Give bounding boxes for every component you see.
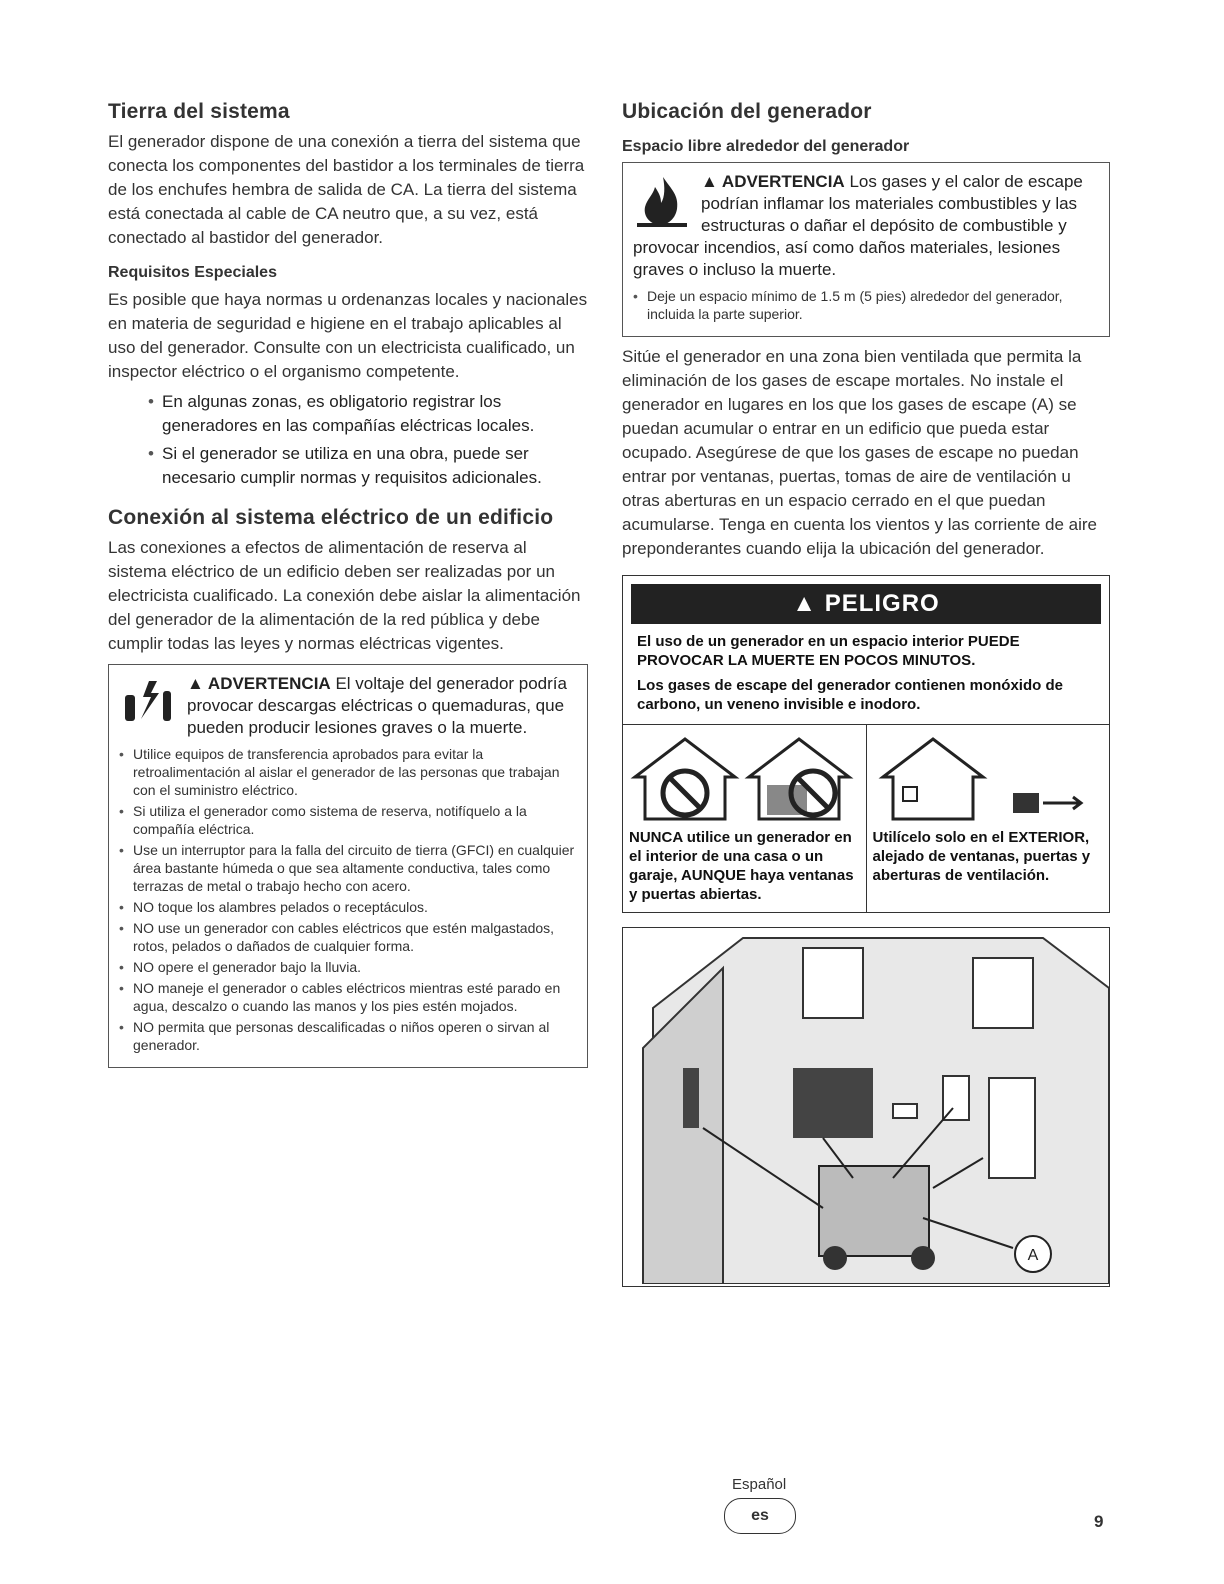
footer-language: Español [732, 1476, 787, 1493]
house-generator-illustration [622, 927, 1110, 1287]
paragraph-tierra: El generador dispone de una conexión a tierra del sistema que conecta los componentes del bastidor a los terminales de tierra de los enchufes hembra de salida de CA. La tierra del sistema está conectada al cable de CA neutro que, a su vez, está conectado al bastidor del generador. [108, 132, 585, 247]
list-item: • Use un interruptor para la falla del circuito de tierra (GFCI) en cualquier área bastante húmeda o que sea altamente conductiva, tales como terrazas de metal o trabajo hecho con acero. [119, 841, 577, 895]
right-column [622, 100, 1110, 1287]
page-number: 9 [1094, 1512, 1104, 1531]
left-column [108, 100, 588, 1068]
warning-label: ▲ ADVERTENCIA [187, 674, 331, 693]
list-item: • NO opere el generador bajo la lluvia. [119, 958, 577, 976]
warning-label: ▲ ADVERTENCIA [701, 172, 845, 191]
list-item: • NO toque los alambres pelados o receptáculos. [119, 898, 577, 916]
danger-label [622, 575, 1110, 913]
paragraph-conexion: Las conexiones a efectos de alimentación de reserva al sistema eléctrico de un edificio deben ser realizadas por un electricista cualificado. La conexión debe aislar la alimentación del generador de la alimentación de la red pública y debe cumplir todas las leyes y normas eléctricas vigentes. [108, 538, 581, 653]
list-item: • NO use un generador con cables eléctricos que estén malgastados, rotos, pelados o dañados de cualquier forma. [119, 919, 577, 955]
house-exhaust-diagram [623, 928, 1109, 1284]
no-indoor-use-icon [629, 731, 859, 823]
heading-conexion: Conexión al sistema eléctrico de un edificio [108, 506, 554, 529]
danger-panel-never [623, 725, 866, 912]
list-item: • NO permita que personas descalificadas o niños operen o sirvan al generador. [119, 1018, 577, 1054]
panel-text-outdoor: Utilícelo solo en el EXTERIOR, alejado de ventanas, puertas y aberturas de ventilación. [872, 829, 1091, 884]
panel-text-never: NUNCA utilice un generador en el interior de una casa o un garaje, AUNQUE haya ventanas y puertas abiertas. [629, 829, 854, 903]
paragraph-requisitos: Es posible que haya normas u ordenanzas locales y nacionales en materia de seguridad e higiene en el trabajo aplicables al uso del generador. Consulte con un electricista cualificado, un inspector eléctrico o el organismo competente. [108, 290, 588, 381]
list-item: • NO maneje el generador o cables eléctricos mientras esté parado en agua, descalzo o cuando las manos y los pies estén mojados. [119, 979, 577, 1015]
warning-text: El voltaje del generador podría provocar descargas eléctricas o quemaduras, que pueden producir lesiones graves o la muerte. [187, 674, 567, 737]
fire-warning-box [622, 162, 1110, 337]
heading-requisitos: Requisitos Especiales [108, 264, 277, 281]
list-item: • En algunas zonas, es obligatorio registrar los generadores en las compañías eléctricas locales. [148, 390, 588, 438]
electric-shock-icon [119, 675, 177, 731]
list-item: • Deje un espacio mínimo de 1.5 m (5 pies) alrededor del generador, incluida la parte superior. [633, 287, 1099, 323]
danger-line-2: Los gases de escape del generador contienen monóxido de carbono, un veneno invisible e inodoro. [637, 677, 1063, 713]
paragraph-situe: Sitúe el generador en una zona bien ventilada que permita la eliminación de los gases de escape mortales. No instale el generador en lugares en los que los gases de escape (A) se puedan acumular o entrar en un edificio que pueda estar ocupado. Asegúrese de que los gases de escape no puedan entrar por ventanas, puertas, tomas de aire de ventilación u otras aberturas en un espacio cerrado en el que puedan acumularse. Tenga en cuenta los vientos y las corriente de aire preponderantes cuando elija la ubicación del generador. [622, 347, 1098, 558]
heading-ubicacion: Ubicación del generador [622, 100, 872, 123]
warning-list [119, 745, 577, 1054]
requisitos-list [108, 390, 588, 490]
callout-a: A [1027, 1247, 1039, 1264]
electric-warning-box [108, 664, 588, 1068]
heading-espacio: Espacio libre alrededor del generador [622, 138, 910, 155]
list-item: • Si el generador se utiliza en una obra, puede ser necesario cumplir normas y requisitos adicionales. [148, 442, 588, 490]
danger-panel-outdoor [866, 725, 1110, 912]
danger-line-1: El uso de un generador en un espacio interior PUEDE PROVOCAR LA MUERTE EN POCOS MINUTOS. [637, 633, 1020, 669]
warning-text: Los gases y el calor de escape podrían inflamar los materiales combustibles y las estructuras o dañar el depósito de combustible y provocar incendios, así como daños materiales, lesiones graves o incluso la muerte. [633, 172, 1083, 279]
list-item: • Si utiliza el generador como sistema de reserva, notifíquelo a la compañía eléctrica. [119, 802, 577, 838]
outdoor-use-icon [873, 731, 1093, 823]
warning-list [633, 287, 1099, 323]
list-item: • Utilice equipos de transferencia aprobados para evitar la retroalimentación al aislar el generador de las personas que trabajan con el suministro eléctrico. [119, 745, 577, 799]
fire-icon [633, 173, 691, 229]
language-badge: es [724, 1498, 796, 1534]
danger-title: ▲ PELIGRO [631, 584, 1101, 624]
heading-tierra: Tierra del sistema [108, 100, 290, 123]
